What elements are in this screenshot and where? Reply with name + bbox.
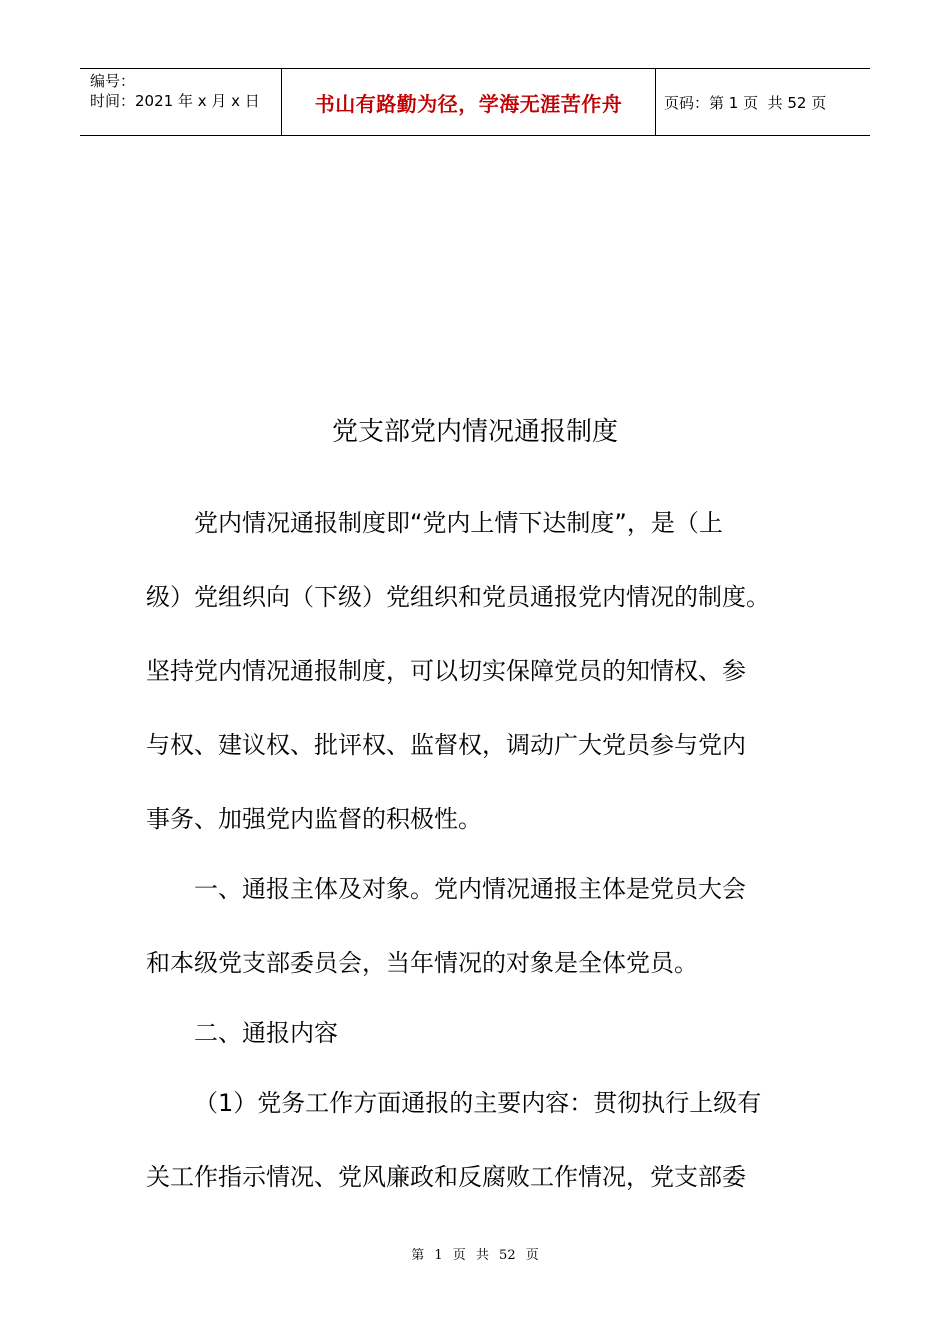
text-line: 党内情况通报制度即“党内上情下达制度”，是（上 xyxy=(194,509,723,537)
text-line: 级）党组织向（下级）党组织和党员通报党内情况的制度。 xyxy=(146,583,770,611)
text-line: 坚持党内情况通报制度，可以切实保障党员的知情权、参 xyxy=(146,657,746,685)
document-title: 党支部党内情况通报制度 xyxy=(331,417,618,447)
page-code-label: 页码：第 1 页 共 52 页 xyxy=(664,93,827,112)
motto-text: 书山有路勤为径，学海无涯苦作舟 xyxy=(314,91,623,116)
paragraph-section-1 xyxy=(146,852,802,1000)
time-label: 时间：2021 年 x 月 x 日 xyxy=(90,92,260,110)
text-line: 事务、加强党内监督的积极性。 xyxy=(146,805,482,833)
page-footer: 第 1 页 共 52 页 xyxy=(411,1248,539,1263)
text-line: 一、通报主体及对象。党内情况通报主体是党员大会 xyxy=(194,875,746,903)
paragraph-intro xyxy=(146,486,802,856)
paragraph-item-1 xyxy=(146,1066,802,1214)
number-label: 编号： xyxy=(90,72,136,90)
document-header xyxy=(80,68,870,136)
text-line: 和本级党支部委员会，当年情况的对象是全体党员。 xyxy=(146,949,698,977)
text-line: 与权、建议权、批评权、监督权，调动广大党员参与党内 xyxy=(146,731,746,759)
header-motto-cell xyxy=(282,69,656,135)
paragraph-section-2-heading xyxy=(146,996,802,1070)
header-page-cell xyxy=(656,69,870,135)
header-meta-cell xyxy=(80,69,282,135)
text-line: 关工作指示情况、党风廉政和反腐败工作情况，党支部委 xyxy=(146,1163,746,1191)
text-line: （1）党务工作方面通报的主要内容：贯彻执行上级有 xyxy=(194,1089,762,1117)
text-line: 二、通报内容 xyxy=(194,1019,338,1047)
